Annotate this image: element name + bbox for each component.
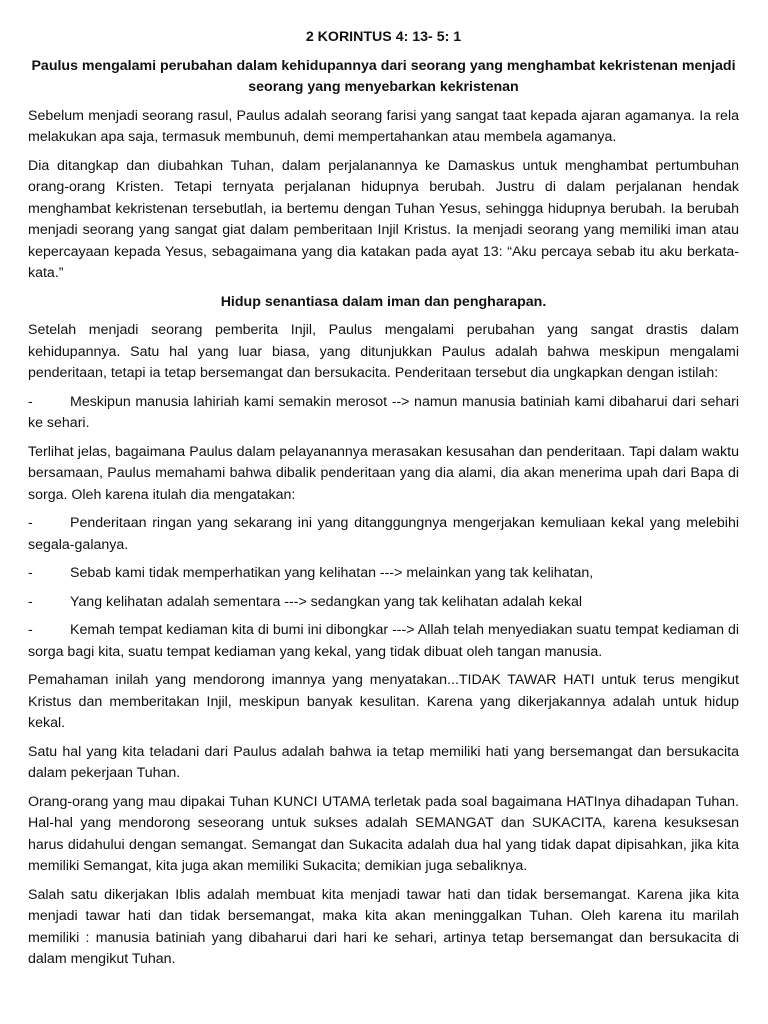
paragraph-7: Orang-orang yang mau dipakai Tuhan KUNCI UTAMA terletak pada soal bagaimana HATInya dihadapan Tuhan. Hal-hal yang mendorong seseorang untuk sukses adalah SEMANGAT dan SUKACITA, karena kesuksesan harus didahului dengan semangat. Semangat dan Sukacita adalah dua hal yang tidak dapat dipisahkan, jika kita memiliki Semangat, kita juga akan memiliki Sukacita; demikian juga sebaliknya.: [28, 793, 739, 874]
paragraph-3: Setelah menjadi seorang pemberita Injil, Paulus mengalami perubahan yang sangat drastis dalam kehidupannya. Satu hal yang luar biasa, yang ditunjukkan Paulus adalah bahwa meskipun mengalami penderitaan, tetapi ia tetap bersemangat dan bersukacita. Penderitaan tersebut dia ungkapkan dengan istilah:: [28, 322, 739, 381]
bullet-marker: -: [28, 393, 33, 410]
paragraph-4: Terlihat jelas, bagaimana Paulus dalam pelayanannya merasakan kesusahan dan penderitaan. Tapi dalam waktu bersamaan, Paulus memahami bahwa dibalik penderitaan yang dia alami, dia akan menerima upah dari Bapa di sorga. Oleh karena itulah dia mengatakan:: [28, 443, 739, 503]
bullet-marker: -: [28, 565, 33, 581]
document-title: 2 KORINTUS 4: 13- 5: 1: [305, 29, 462, 45]
bullet-item-5: [28, 620, 739, 663]
bullet-item-1: [28, 392, 739, 435]
bullet-marker: -: [28, 515, 33, 531]
bullet-marker: -: [28, 593, 33, 610]
bullet-marker: -: [28, 622, 33, 638]
paragraph-1: Sebelum menjadi seorang rasul, Paulus adalah seorang farisi yang sangat taat kepada ajaran agamanya. Ia rela melakukan apa saja, termasuk membunuh, demi mempertahankan atau membela agamanya.: [28, 107, 739, 145]
bullet-text-2: Penderitaan ringan yang sekarang ini yang ditanggungnya mengerjakan kemuliaan kekal yang melebihi segala-galanya.: [28, 515, 739, 553]
bullet-text-5: Kemah tempat kediaman kita di bumi ini dibongkar ---> Allah telah menyediakan suatu tempat kediaman di sorga bagi kita, suatu tempat kediaman yang kekal, yang tidak dibuat oleh tangan manusia.: [28, 622, 739, 660]
paragraph-8: Salah satu dikerjakan Iblis adalah membuat kita menjadi tawar hati dan tidak bersemangat. Karena jika kita menjadi tawar hati dan tidak bersemangat, maka kita akan meninggalkan Tuhan. Oleh karena itu marilah memiliki : manusia batiniah yang dibaharui dari hari ke sehari, artinya tetap bersemangat dan bersukacita di dalam mengikut Tuhan.: [28, 886, 739, 967]
bullet-text-1: Meskipun manusia lahiriah kami semakin merosot --> namun manusia batiniah kami dibaharui dari sehari ke sehari.: [28, 393, 739, 431]
section-heading: Hidup senantiasa dalam iman dan pengharapan.: [220, 293, 547, 310]
paragraph-6: Satu hal yang kita teladani dari Paulus adalah bahwa ia tetap memiliki hati yang bersemangat dan bersukacita dalam pekerjaan Tuhan.: [28, 743, 739, 781]
paragraph-5: Pemahaman inilah yang mendorong imannya yang menyatakan...TIDAK TAWAR HATI untuk terus mengikut Kristus dan memberitakan Injil, meskipun banyak kesulitan. Karena yang dikerjakannya adalah untuk hidup kekal.: [28, 672, 739, 731]
bullet-item-3: [28, 563, 739, 585]
bullet-text-4: Yang kelihatan adalah sementara ---> sedangkan yang tak kelihatan adalah kekal: [70, 593, 583, 610]
bullet-text-3: Sebab kami tidak memperhatikan yang kelihatan ---> melainkan yang tak kelihatan,: [70, 565, 594, 581]
document-subtitle: Paulus mengalami perubahan dalam kehidupannya dari seorang yang menghambat kekristenan menjadi seorang yang menyebarkan kekristenan: [31, 57, 736, 95]
paragraph-2: Dia ditangkap dan diubahkan Tuhan, dalam perjalanannya ke Damaskus untuk menghambat pertumbuhan orang-orang Kristen. Tetapi ternyata perjalanan hidupnya berubah. Justru di dalam perjalanan hendak menghambat kekristenan tersebutlah, ia bertemu dengan Tuhan Yesus, sehingga hidupnya berubah. Ia berubah menjadi seorang yang sangat giat dalam pemberitaan Injil Kristus. Ia menjadi seorang yang memiliki iman atau kepercayaan kepada Yesus, sebagaimana yang dia katakan pada ayat 13: “Aku percaya sebab itu aku berkata-kata.”: [28, 157, 739, 281]
bullet-item-4: [28, 592, 739, 614]
bullet-item-2: [28, 513, 739, 556]
